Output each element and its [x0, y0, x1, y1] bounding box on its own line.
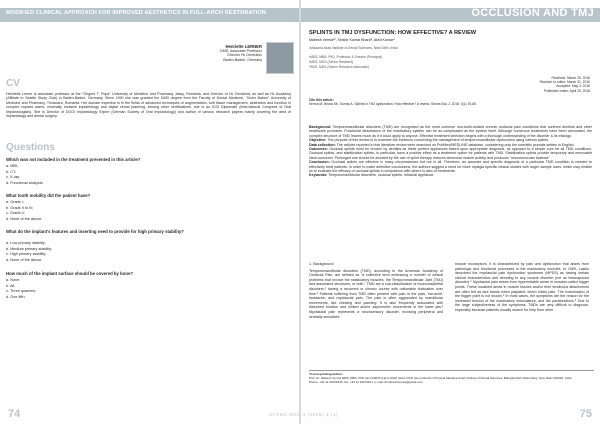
author-line: Director HL Dentclinic [227, 53, 262, 58]
option[interactable]: b. Grade II to III; [6, 205, 34, 210]
question-3: What do the implant's features and inserting need to provide for high primary stability? [6, 229, 184, 234]
abstract-keywords: Keywords: Temporomandibular disorders, occlusal splints, intraoral appliance. [309, 173, 435, 178]
date-line: Revised: to editor: March 31, 2016 [539, 80, 590, 85]
article-authors: Mahesh Verma¹², Shishir Kumar Bhara³, Akhil Kumar⁴ [309, 38, 395, 42]
body-column-2 [455, 262, 589, 313]
cite-text: Verma M, Bhara SK, Kumar A. Splints in TMJ dysfunction. How effective? A review. Stoma Edu J. 2016; 3(1):75-80. [309, 102, 477, 107]
date-line: Published online: April 25, 2016 [543, 88, 590, 93]
article-dates [540, 76, 590, 93]
abstract-objective: Objective: The purpose of this review is to examine the evidence concerning the management of temporomandibular dysfunction using various splints. [309, 138, 550, 143]
author-photo [266, 42, 294, 74]
abstract-conclusion: Conclusion: Occlusal splints are effective in many circumstances but not in all. Therefore, an accurate and specific diagnosis of a particular TMD condition is needed to effectively treat patients. In order to make definitive conclusions, the authors suggest a need for more myalgia specific clinical studies with larger sample sizes, which may enable us to evaluate the efficacy of occlusal splints in comparison with others is also of treatments. [309, 160, 592, 174]
question-3-options [6, 241, 52, 263]
right-page [301, 0, 600, 424]
corresponding-author [309, 370, 594, 384]
affiliation: ²MDS, MBA, PhD, Professor & Director (Principal) [309, 55, 382, 59]
question-2: What tooth mobility did the patient have? [6, 193, 91, 198]
journal-footer: STOMA.EDU.J (2016) 3 (1) [268, 412, 339, 417]
question-4: How much of the implant surface should be covered by bone? [6, 271, 134, 276]
question-1: Which was not included in the treatment presented in this article? [6, 157, 141, 162]
option[interactable]: a. Grade I; [6, 200, 24, 204]
question-4-options [6, 278, 36, 300]
article-title: SPLINTS IN TMJ DYSFUNCTION: HOW EFFECTIVE? A REVIEW [309, 30, 477, 36]
option[interactable]: d. Functional analysis. [6, 180, 44, 185]
cv-text: Henriette Lerner is associate professor at the "Grigore T. Popa" University of Medicine and Pharmacy Jassy, Romania, and Director of HL Dentclinic as well as HL Academy (Affiliate to Seattle Study Club) in Baden-Baden, Germany. Since 1990 she was granted the DMD degree from the Faculty of Dental Medicine, "Victor Babes" University of Medicine and Pharmacy, Timisoara, Romania. Her domain expertise is in the fields of advanced techniques of augmentation, soft tissue management, aesthetics and function in complex implant cases, minimally invasive implantology and digital virtual planning. Among other certifications, she is an ICOI Diplomate (International Congress of Oral Implantologists). She is Director of DGOI Implantology Expert (German Society of Oral Implantology) and author of various research papers mainly covering the area of implantology and dental surgery. [6, 92, 291, 119]
option[interactable]: c. Three quarters; [6, 289, 36, 293]
body-column-1 [309, 262, 443, 319]
option[interactable]: c. Grade 0; [6, 211, 25, 215]
option[interactable]: a. None; [6, 278, 21, 282]
question-1-options [6, 164, 44, 186]
option[interactable]: d. One fifth. [6, 294, 26, 299]
cv-heading: CV [6, 78, 20, 89]
option[interactable]: c. X-ray; [6, 175, 21, 179]
option[interactable]: a. MRI; [6, 164, 19, 168]
option[interactable]: b. CT; [6, 169, 16, 174]
corr-contact: Phone: +91 11 23231836, fax: +91 11 23231161, e-mail: drmaheshverma@gmail.com [309, 379, 423, 384]
affiliation: ³MDS, MDS (Senior Resident) [309, 60, 354, 64]
left-running-header: MODIFIED CLINICAL APPROACH FOR IMPROVED AESTHETICS IN FULL-ARCH RESTORATION [6, 10, 267, 16]
body-text: Temporomandibular disorders (TMD), according to the American Academy of Orofacial Pain, are defined as "a collective term embracing a number of clinical problems that involve the masticatory muscles, the Temporomandibular Joint (TMJ) and associated structures, or both." TMD are a sub-classification of musculoskeletal disorders,¹ having a recurrent or chronic course with noticeable fluctuation over time.² Patients suffering from TMD often present with pain in the jaws, ear-ache, headache, and myofascial pain. The pain is often aggravated by mandibular movements, like chewing and yawning. It is also frequently associated with disturbed function and limited and/or asymmetric movements of the lower jaw.³ Myofascial pain represents a neurosensory disorder, involving peripheral and centrally sensitized [309, 268, 443, 319]
body-text: muscle nociceptors. It is characterized by pain and dysfunction that arises from pathologic and functional processes in the masticatory muscles. In 1969, Laskin described the myofascial pain dysfunction syndrome (MPDS) as having certain clinical characteristics and denoting to any muscle disorder (not as intracapsular disorder).⁴ Myofascial pain arises from hyperirritable areas in muscles called trigger points. These localized areas in muscle tissues and/or their tendinous attachments are often felt as taut bands when palpated, which elicits pain. The examination of the trigger point is not known.⁵ In most cases, the symptoms are the reason for the increased tension of the masticatory musculature, and the parafunctions.⁶ Due to the large subjectiveness of the symptoms, TMDs are very difficult to diagnose, especially because patients usually search for help from other [455, 262, 589, 312]
author-name: Henriette LERNER [225, 44, 262, 49]
option[interactable]: b. All; [6, 283, 16, 288]
corr-text: Prof. Dr. Mahesh Verma MDS, MBA, PhD (Hc) FIRDS (Hon) FIDM (Hon) FICD (Hon) Director Principal Maulana Azad Institute of Dental Sciences, Bahadurshah Zafar Marg, New Delhi 110002, India [309, 375, 572, 380]
right-running-header: OCCLUSION AND TMJ [471, 7, 594, 19]
author-info [168, 44, 262, 62]
affiliation: ⁴BDS, MDS (Senior Research Associate) [309, 65, 370, 69]
abstract-outcomes: Outcomes: Occlusal splints must be chosen by dentists as these perfect appliances based upon appropriate diagnosis, as opposed to a simple cure for all TMD conditions. Occlusal splints, and stabilization splints, in particular, have a positive effect as a treatment option for patients with TMD. Stabilization splints provide temporary and removable ideal occlusion. Prolonged use should be avoided by the use of splint therapy reduces abnormal muscle activity and produces "neuromuscular balance". [309, 147, 592, 160]
abstract-background: Background: Temporomandibular disorders (TMD) are recognized as the most common non-tooth-related chronic orofacial pain conditions that confront dentists and other healthcare providers. Functional disturbance of the masticatory system can be as complicated as the system itself. Although numerous treatments have been advocated, the complex structure of TMD leaves much as if it could apply to anyone. Effective treatment selection begins with a thorough understanding of the disorder & its etiology. [309, 125, 592, 138]
option[interactable]: b. Medium primary stability; [6, 246, 53, 251]
section-heading: 1. Background [309, 262, 334, 266]
option[interactable]: a. Low primary stability; [6, 241, 46, 245]
cite-label: Cite this article: [309, 98, 334, 102]
right-page-number: 75 [579, 408, 592, 420]
abstract [309, 125, 592, 178]
citation [309, 98, 594, 106]
question-2-options [6, 200, 42, 222]
author-line: DMD, Associate Professor [220, 49, 262, 53]
left-page [0, 0, 299, 424]
questions-heading: Questions [6, 142, 55, 153]
option[interactable]: c. High primary stability; [6, 252, 47, 256]
option[interactable]: d. None of the above. [6, 257, 43, 262]
option[interactable]: d. None of the above. [6, 216, 43, 221]
affiliation: ¹Maulana Azad Institute of Dental Sciences, New Delhi, India [309, 46, 398, 50]
date-line: Received: March 25, 2016 [551, 76, 590, 80]
author-line: Baden-Baden, Germany [223, 57, 262, 62]
left-page-number: 74 [8, 408, 21, 420]
corr-label: *Corresponding author: [309, 372, 343, 376]
abstract-data-collection: Data collection: The articles reported in this literature review were searched on PubMed/MEDLINE database, considering only the scientific journals written in English. [309, 142, 575, 147]
date-line: Accepted: May 3, 2016 [556, 84, 590, 89]
